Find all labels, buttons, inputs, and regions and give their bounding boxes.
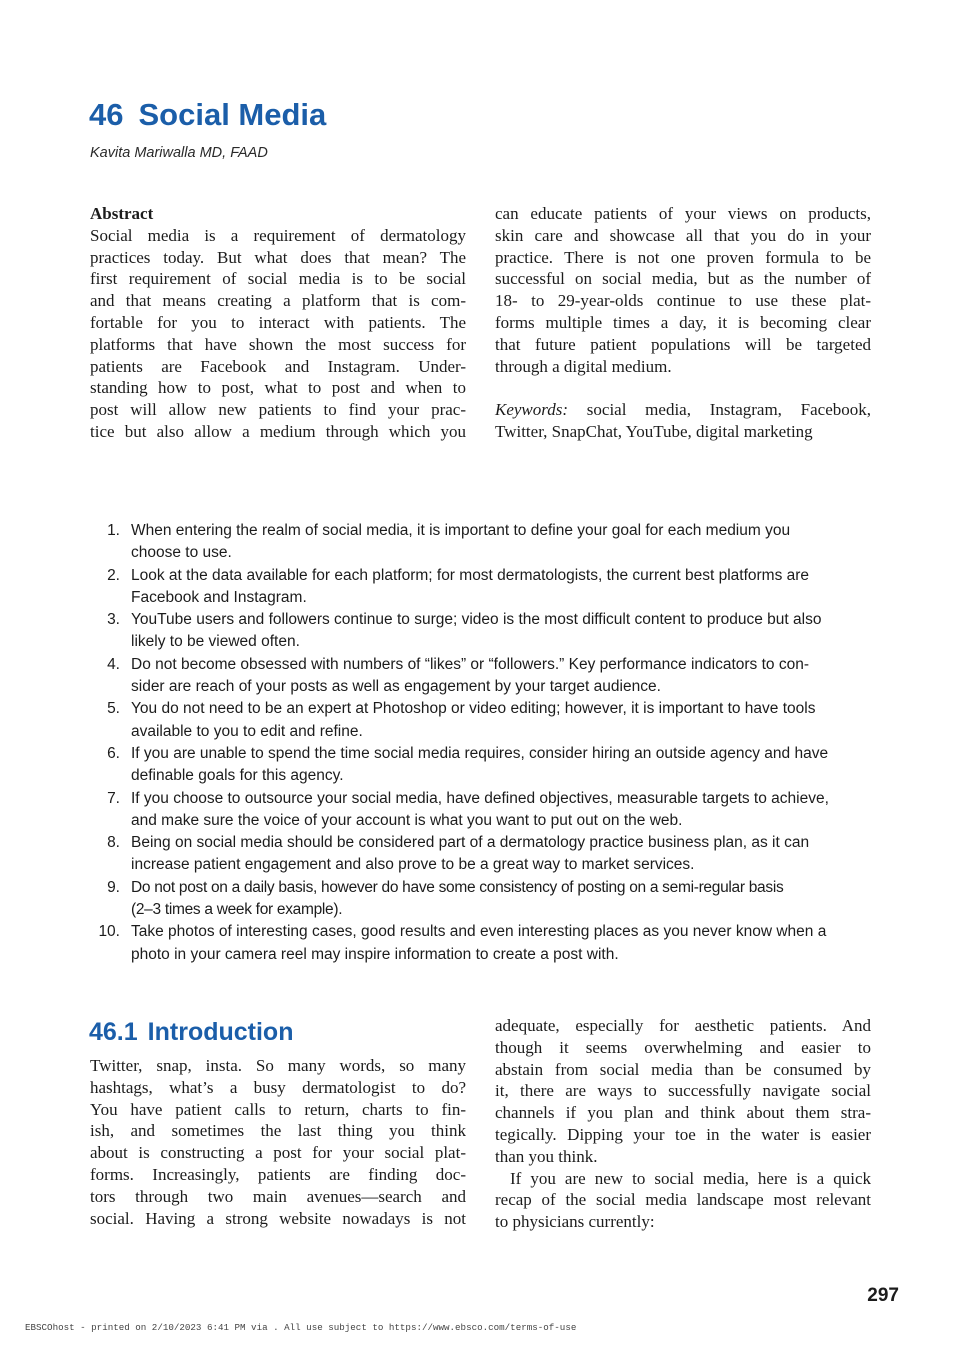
key-point-number: 10. bbox=[98, 923, 120, 941]
text-line: recap of the social media landscape most relevant bbox=[495, 1190, 871, 1210]
chapter-author: Kavita Mariwalla MD, FAAD bbox=[90, 145, 268, 161]
text-line: Do not post on a daily basis, however do have some consistency of posting on a semi-regular basis bbox=[131, 878, 784, 896]
text-line: sider are reach of your posts as well as engagement by your target audience. bbox=[131, 678, 661, 696]
text-line: definable goals for this agency. bbox=[131, 767, 344, 785]
text-line: forms. Increasingly, patients are finding doc- bbox=[90, 1164, 466, 1184]
paragraph-spacer bbox=[495, 377, 871, 399]
text-line: forms multiple times a day, it is becoming clear bbox=[495, 312, 871, 332]
section-number: 46.1 bbox=[89, 1018, 138, 1046]
key-point-item bbox=[0, 520, 956, 565]
text-line: that future patient populations will be targeted bbox=[495, 334, 871, 354]
text-line: Being on social media should be considered part of a dermatology practice business plan, as it can bbox=[131, 834, 810, 852]
keywords-text: Twitter, SnapChat, YouTube, digital marketing bbox=[495, 421, 813, 441]
key-point-number: 2. bbox=[107, 566, 120, 584]
keywords-label: Keywords: bbox=[495, 400, 569, 420]
text-line: successful on social media, but as the number of bbox=[495, 269, 871, 289]
text-line: tegically. Dipping your toe in the water is easier bbox=[495, 1124, 871, 1144]
text-line: likely to be viewed often. bbox=[131, 633, 300, 651]
text-line: standing how to post, what to post and when to bbox=[90, 378, 466, 398]
key-point-text bbox=[131, 877, 956, 922]
text-line: and that means creating a platform that is com- bbox=[90, 291, 466, 311]
chapter-number: 46 bbox=[89, 97, 124, 132]
text-line: YouTube users and followers continue to surge; video is the most difficult content to produce but also bbox=[131, 611, 822, 629]
chapter-title-text: Social Media bbox=[138, 97, 327, 132]
section-title-text: Introduction bbox=[147, 1018, 294, 1046]
text-line: tors through two main avenues—search and bbox=[90, 1186, 466, 1206]
keywords-line bbox=[495, 399, 871, 421]
text-line: ish, and sometimes the last thing you think bbox=[90, 1121, 466, 1141]
print-footer: EBSCOhost - printed on 2/10/2023 6:41 PM via . All use subject to https://www.ebsco.com/terms-of-use bbox=[25, 1322, 577, 1333]
text-line: If you are new to social media, here is a quick bbox=[510, 1168, 871, 1188]
key-point-item bbox=[0, 698, 956, 743]
key-point-text bbox=[131, 698, 956, 743]
key-point-text bbox=[131, 520, 956, 565]
text-line: Look at the data available for each platform; for most dermatologists, the current best platforms are bbox=[131, 566, 810, 584]
page-number: 297 bbox=[867, 1285, 899, 1306]
key-point-item bbox=[0, 788, 956, 833]
text-line: social. Having a strong website nowadays is not bbox=[90, 1208, 466, 1228]
key-point-item bbox=[0, 743, 956, 788]
abstract-heading: Abstract bbox=[90, 204, 154, 223]
text-line: first requirement of social media is to be social bbox=[90, 269, 466, 289]
text-line: abstain from social media than be consumed by bbox=[495, 1059, 871, 1079]
key-point-number: 9. bbox=[107, 878, 120, 896]
key-point-number: 6. bbox=[107, 744, 120, 762]
key-point-text bbox=[131, 565, 956, 610]
key-point-number: 7. bbox=[107, 789, 120, 807]
abstract-left-column bbox=[90, 203, 466, 443]
key-point-text bbox=[131, 654, 956, 699]
text-line: Social media is a requirement of dermatology bbox=[90, 225, 466, 245]
text-line: post will allow new patients to find your prac- bbox=[90, 400, 466, 420]
text-line: increase patient engagement and also prove to be a great way to market services. bbox=[131, 856, 695, 874]
text-line: to physicians currently: bbox=[495, 1212, 655, 1232]
text-line: and make sure the voice of your account is what you want to put out on the web. bbox=[131, 811, 683, 829]
key-point-text bbox=[131, 832, 956, 877]
text-line: If you are unable to spend the time social media requires, consider hiring an outside agency and have bbox=[131, 744, 829, 762]
text-line: You do not need to be an expert at Photoshop or video editing; however, it is important to have tools bbox=[131, 700, 816, 718]
text-line: tice but also allow a medium through which you bbox=[90, 421, 466, 441]
text-line: channels if you plan and think about them stra- bbox=[495, 1103, 871, 1123]
key-point-number: 3. bbox=[107, 611, 120, 629]
text-line: choose to use. bbox=[131, 544, 232, 562]
abstract-right-column bbox=[495, 203, 871, 443]
text-line: patients are Facebook and Instagram. Under- bbox=[90, 356, 466, 376]
key-point-number: 1. bbox=[107, 522, 120, 539]
text-line: Twitter, snap, insta. So many words, so many bbox=[90, 1056, 466, 1075]
key-point-text bbox=[131, 788, 956, 833]
key-point-number: 5. bbox=[107, 700, 120, 718]
text-line: available to you to edit and refine. bbox=[131, 722, 363, 740]
key-points-list bbox=[0, 520, 956, 966]
text-line: platforms that have shown the most success for bbox=[90, 334, 466, 354]
text-line: hashtags, what’s a busy dermatologist to do? bbox=[90, 1077, 466, 1097]
text-line: it, there are ways to successfully navigate social bbox=[495, 1081, 871, 1101]
text-line: can educate patients of your views on products, bbox=[495, 204, 871, 223]
key-point-item bbox=[0, 877, 956, 922]
text-line: though it seems overwhelming and easier to bbox=[495, 1037, 871, 1057]
intro-right-column bbox=[495, 1015, 871, 1233]
key-point-item bbox=[0, 654, 956, 699]
text-line: 18- to 29-year-olds continue to use these plat- bbox=[495, 291, 871, 311]
key-point-number: 4. bbox=[107, 655, 120, 673]
text-line: (2–3 times a week for example). bbox=[131, 901, 343, 919]
text-line: through a digital medium. bbox=[495, 356, 672, 376]
key-point-item bbox=[0, 921, 956, 966]
key-point-number: 8. bbox=[107, 834, 120, 852]
text-line: When entering the realm of social media, it is important to define your goal for each medium you bbox=[131, 522, 791, 539]
text-line: practices today. But what does that mean? The bbox=[90, 247, 466, 267]
keywords-text: social media, Instagram, Facebook, bbox=[586, 400, 872, 420]
text-line: Take photos of interesting cases, good results and even interesting places as you never know when a bbox=[131, 923, 827, 941]
key-point-item bbox=[0, 609, 956, 654]
key-point-item bbox=[0, 565, 956, 610]
key-point-text bbox=[131, 609, 956, 654]
chapter-title bbox=[89, 97, 326, 133]
intro-left-column bbox=[90, 1055, 466, 1229]
text-line: You have patient calls to return, charts to fin- bbox=[90, 1099, 466, 1119]
text-line: Do not become obsessed with numbers of “likes” or “followers.” Key performance indicators to con- bbox=[131, 655, 809, 673]
key-point-text bbox=[131, 743, 956, 788]
key-point-text bbox=[131, 921, 956, 966]
key-point-item bbox=[0, 832, 956, 877]
text-line: practice. There is not one proven formula to be bbox=[495, 247, 871, 267]
text-line: fortable for you to interact with patients. The bbox=[90, 312, 466, 332]
section-heading bbox=[89, 1016, 293, 1048]
text-line: Facebook and Instagram. bbox=[131, 588, 307, 606]
text-line: If you choose to outsource your social media, have defined objectives, measurable targets to achieve, bbox=[131, 789, 829, 807]
text-line: photo in your camera reel may inspire information to create a post with. bbox=[131, 945, 619, 963]
text-line: adequate, especially for aesthetic patients. And bbox=[495, 1016, 871, 1035]
text-line: than you think. bbox=[495, 1146, 598, 1166]
text-line: about is constructing a post for your social plat- bbox=[90, 1143, 466, 1163]
text-line: skin care and showcase all that you do in your bbox=[495, 225, 871, 245]
